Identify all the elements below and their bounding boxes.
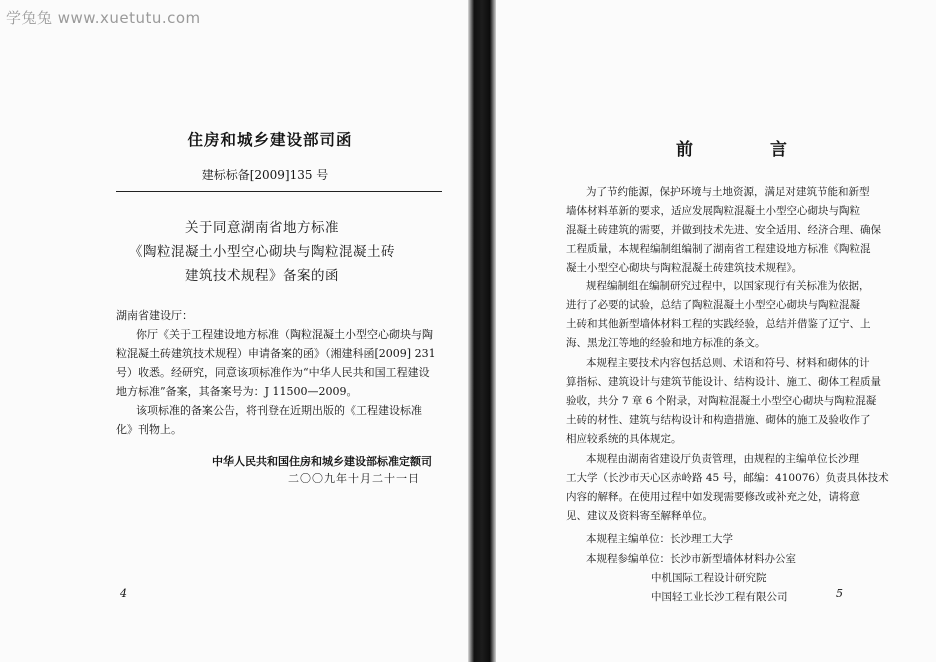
body-text-line: 地方标准”备案，其备案号为：J 11500—2009。 [116,385,358,398]
paragraph-line: 海、黑龙江等地的经验和地方标准的条文。 [566,337,766,349]
preface-title: 前 言 [676,140,817,160]
paragraph-line: 验收，共分 7 章 6 个附录，对陶粒混凝土小型空心砌块与陶粒混凝 [566,395,877,407]
paragraph-line: 本规程主要技术内容包括总则、术语和符号、材料和砌体的计 [586,357,870,369]
paragraph-line: 为了节约能源，保护环境与土地资源，满足对建筑节能和新型 [586,186,870,198]
watermark-text: 学兔兔 www.xuetutu.com [6,9,201,27]
paragraph-line: 凝土小型空心砌块与陶粒混凝土砖建筑技术规程》。 [566,262,803,274]
paragraph-line: 混凝土砖建筑的需要，并做到技术先进、安全适用、经济合理、确保 [566,224,881,236]
paragraph-line: 进行了必要的试验，总结了陶粒混凝土小型空心砌块与陶粒混凝 [566,299,860,311]
paragraph-line: 见、建议及资料寄至解释单位。 [566,510,713,522]
book-spine [468,0,496,662]
co-editor-unit: 中机国际工程设计研究院 [651,572,767,584]
paragraph-line: 土砖和其他新型墙体材料工程的实践经验，总结并借鉴了辽宁、上 [566,318,871,330]
paragraph-line: 工程质量，本规程编制组编制了湖南省工程建设地方标准《陶粒混 [566,243,871,255]
subject-line: 《陶粒混凝土小型空心砌块与陶粒混凝土砖 [129,244,395,260]
chief-editor-unit: 本规程主编单位：长沙理工大学 [586,533,733,545]
co-editor-unit: 本规程参编单位：长沙市新型墙体材料办公室 [586,553,796,565]
body-text-line: 化》刊物上。 [116,423,182,436]
letter-title: 住房和城乡建设部司函 [187,130,353,149]
subject-line: 建筑技术规程》备案的函 [185,268,339,284]
sign-date: 二〇〇九年十月二十一日 [288,472,420,485]
document-number: 建标标备[2009]135 号 [201,168,329,182]
paragraph-line: 规程编制组在编制研究过程中，以国家现行有关标准为依据， [586,280,870,292]
subject-line: 关于同意湖南省地方标准 [185,220,339,236]
body-text-line: 粒混凝土砖建筑技术规程）申请备案的函》（湘建科函[2009] 231 [116,347,436,360]
paragraph-line: 本规程由湖南省建设厅负责管理，由规程的主编单位长沙理 [586,453,859,465]
paragraph-line: 工大学（长沙市天心区赤岭路 45 号，邮编：410076）负责具体技术 [566,472,889,484]
paragraph-line: 相应较系统的具体规定。 [566,433,682,445]
right-page [496,0,936,662]
paragraph-line: 内容的解释。在使用过程中如发现需要修改或补充之处，请将意 [566,491,860,503]
co-editor-unit: 中国轻工业长沙工程有限公司 [651,591,788,603]
paragraph-line: 算指标、建筑设计与建筑节能设计、结构设计、施工、砌体工程质量 [566,376,881,388]
signer: 中华人民共和国住房和城乡建设部标准定额司 [212,455,432,468]
divider-line [116,191,442,192]
page-number: 4 [120,587,127,600]
body-text-line: 你厅《关于工程建设地方标准（陶粒混凝土小型空心砌块与陶 [136,328,433,341]
addressee: 湖南省建设厅： [116,309,193,322]
paragraph-line: 土砖的材性、建筑与结构设计和构造措施、砌体的施工及验收作了 [566,414,871,426]
body-text-line: 号）收悉。经研究，同意该项标准作为“中华人民共和国工程建设 [116,366,430,379]
page-number: 5 [836,587,843,600]
body-text-line: 该项标准的备案公告，将刊登在近期出版的《工程建设标准 [136,404,422,417]
paragraph-line: 墙体材料革新的要求，适应发展陶粒混凝土小型空心砌块与陶粒 [566,205,860,217]
